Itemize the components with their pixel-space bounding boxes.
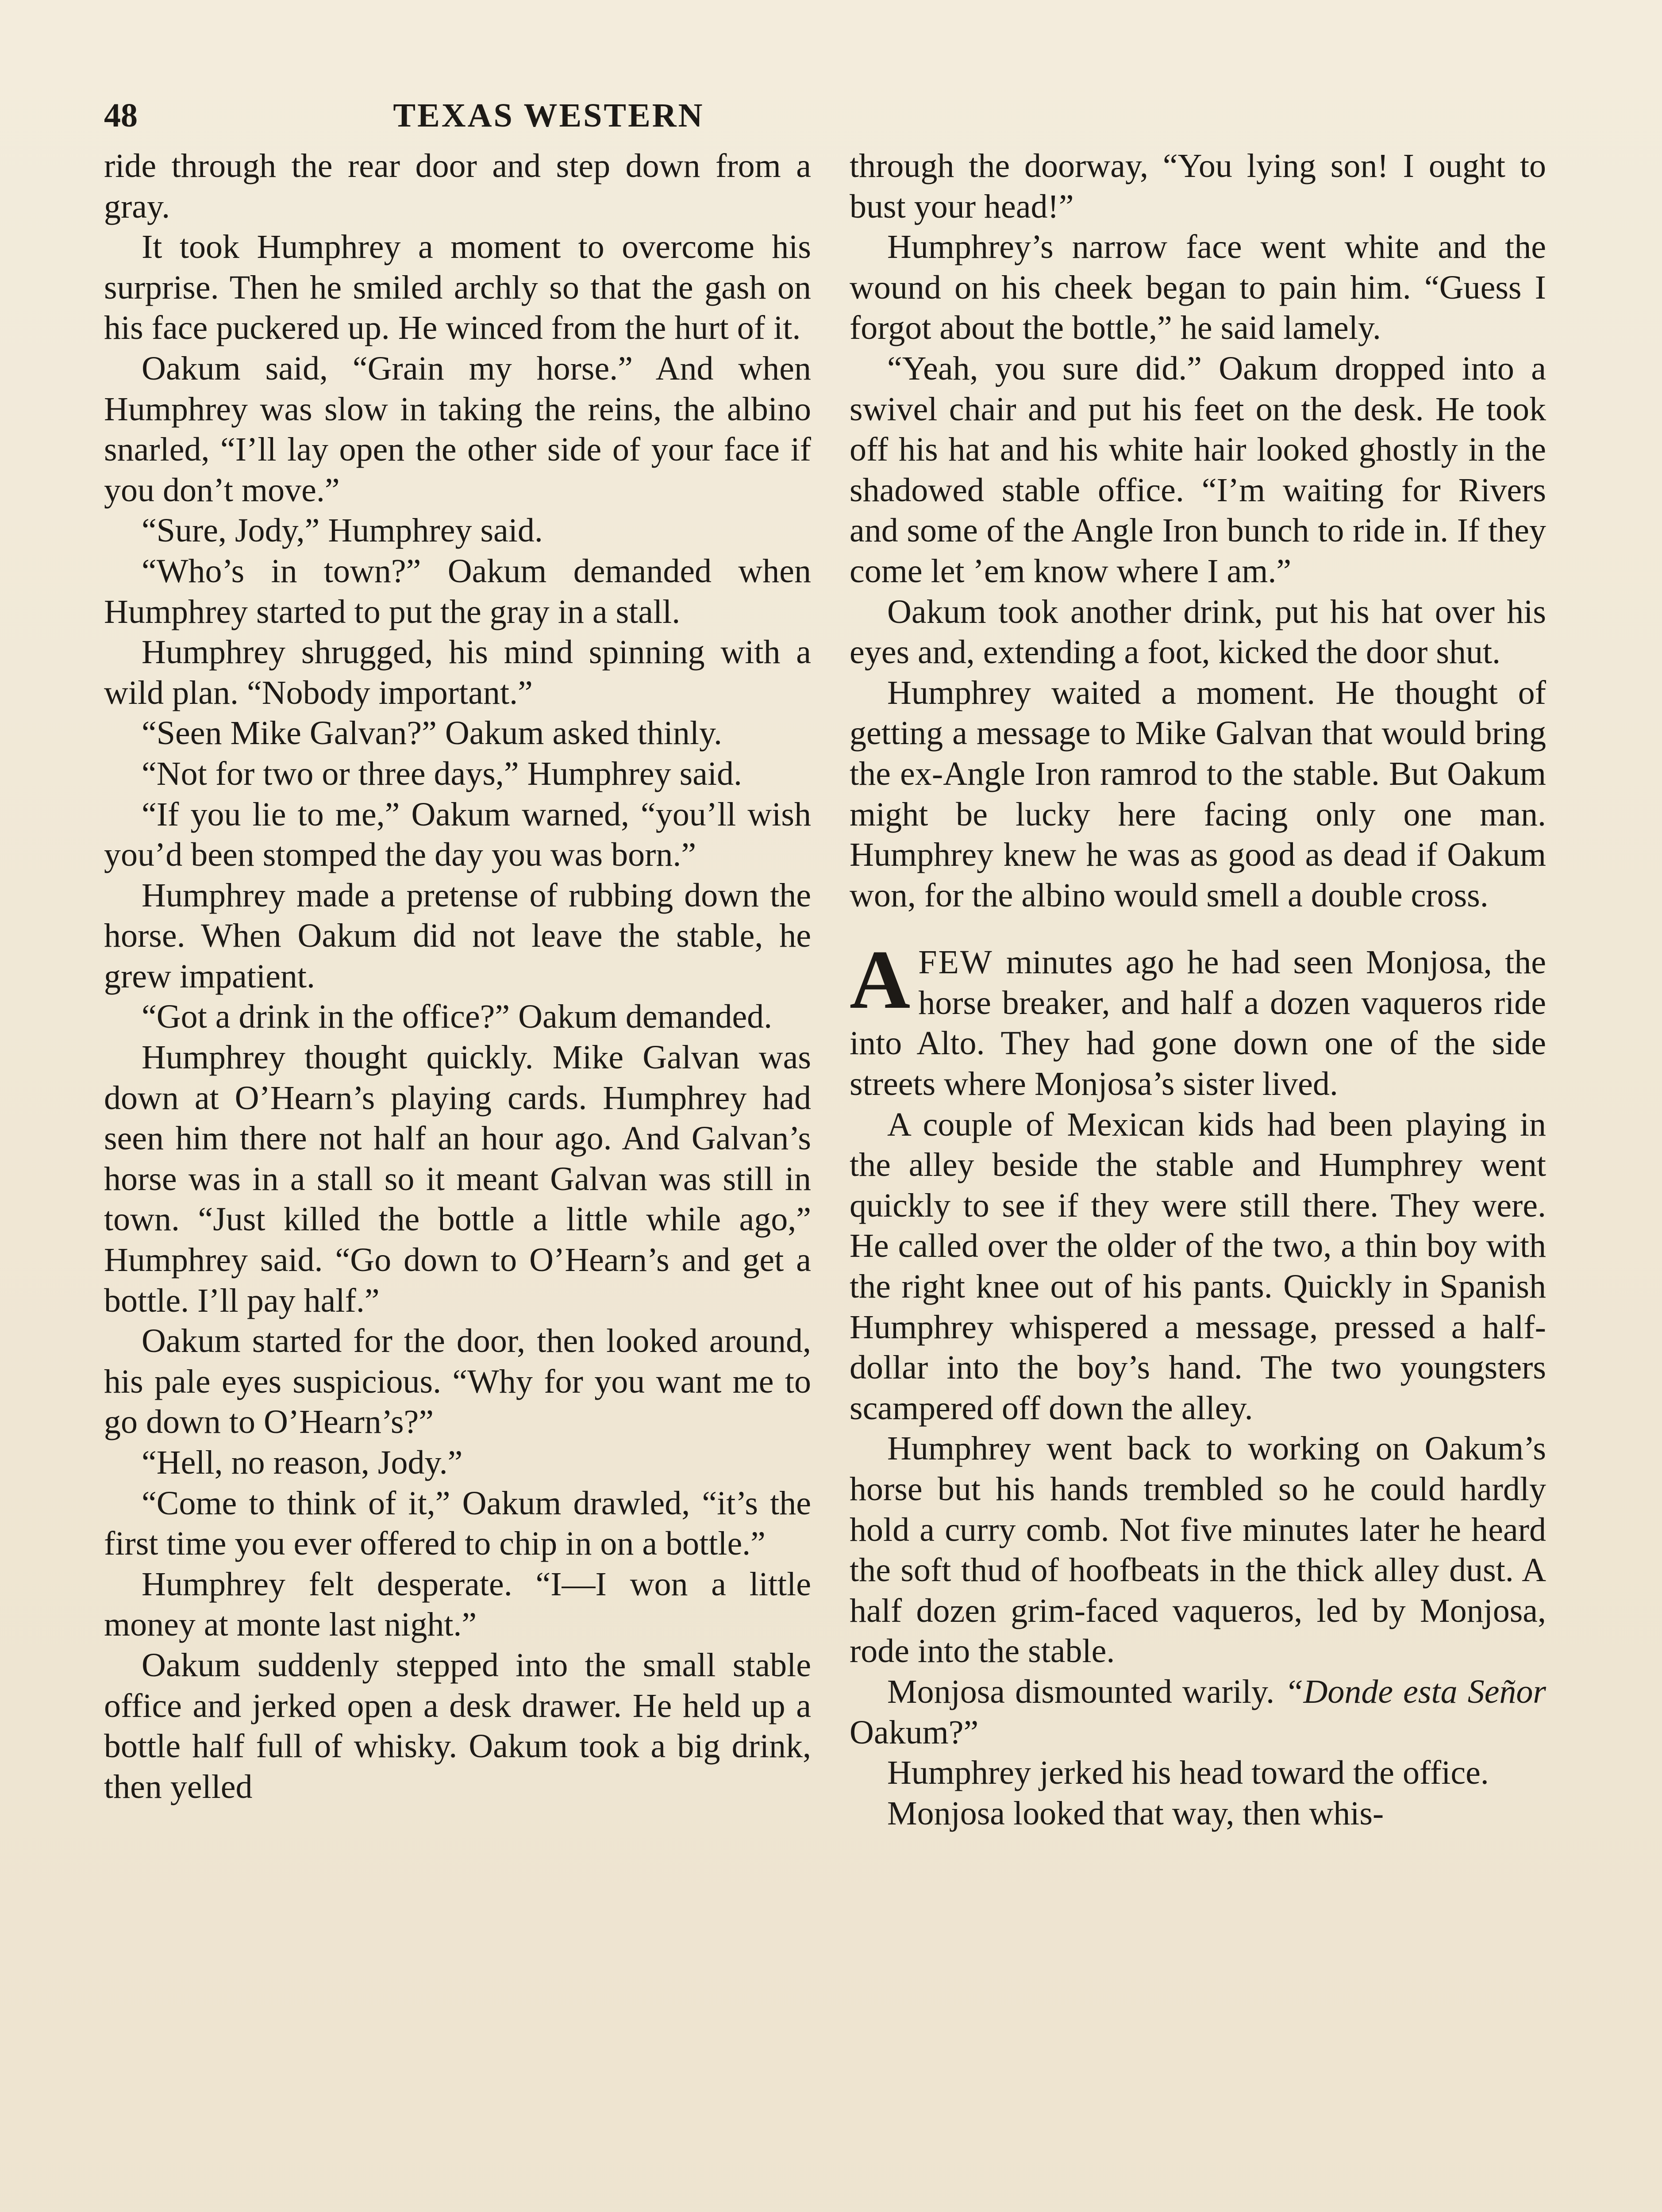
spanish-line-italic: “Donde esta Señor [1285, 1673, 1547, 1710]
paragraph: Humphrey went back to working on Oakum’s horse but his hands trembled so he could hardly hold a curry comb. Not five minutes later he heard the soft thud of hoofbeats in the thick alley dust. A half dozen grim-faced vaqueros, led by Monjosa, rode into the stable. [850, 1430, 1546, 1670]
paragraph: Oakum suddenly stepped into the small stable office and jerked open a desk drawer. He held up a bottle half full of whisky. Oakum took a big drink, then yelled [104, 1646, 811, 1805]
left-column [104, 146, 811, 1807]
dropcap-smallcaps: FEW [918, 944, 993, 981]
right-column-before-break [850, 146, 1546, 916]
paragraph: through the doorway, “You lying son! I ought to bust your head!” [850, 147, 1546, 225]
paragraph: “Come to think of it,” Oakum drawled, “it’s the first time you ever offered to chip in on a bottle.” [104, 1484, 811, 1563]
paragraph: “Got a drink in the office?” Oakum demanded. [142, 998, 773, 1036]
paragraph: It took Humphrey a moment to overcome his surprise. Then he smiled archly so that the gash on his face puckered up. He winced from the hurt of it. [104, 228, 811, 347]
paragraph: “Not for two or three days,” Humphrey said. [142, 755, 743, 792]
paragraph: Oakum said, “Grain my horse.” And when Humphrey was slow in taking the reins, the albino snarled, “I’ll lay open the other side of your face if you don’t move.” [104, 349, 811, 509]
paragraph: Oakum took another drink, put his hat over his eyes and, extending a foot, kicked the door shut. [850, 593, 1546, 671]
paragraph: Oakum started for the door, then looked around, his pale eyes suspicious. “Why for you want me to go down to O’Hearn’s?” [104, 1322, 811, 1441]
spanish-dialogue-paragraph [850, 1672, 1546, 1753]
paragraph: Humphrey waited a moment. He thought of getting a message to Mike Galvan that would bring the ex-Angle Iron ramrod to the stable. But Oakum might be lucky here facing only one man. Humphrey knew he was as good as dead if Oakum won, for the albino would smell a double cross. [850, 674, 1546, 914]
paragraph: “Hell, no reason, Jody.” [142, 1444, 463, 1481]
paragraph: “Yeah, you sure did.” Oakum dropped into a swivel chair and put his feet on the desk. He took off his hat and his white hair looked ghostly in the shadowed stable office. “I’m waiting for Rivers and some of the Angle Iron bunch to ride in. If they come let ’em know where I am.” [850, 349, 1546, 590]
paragraph: “Who’s in town?” Oakum demanded when Humphrey started to put the gray in a stall. [104, 552, 811, 630]
right-column-after-break [850, 1105, 1546, 1672]
right-column-final [850, 1753, 1546, 1834]
page-header [104, 96, 1555, 145]
paragraph: “If you lie to me,” Oakum warned, “you’ll wish you’d been stomped the day you was born.” [104, 795, 811, 874]
paragraph: ride through the rear door and step down from a gray. [104, 147, 811, 225]
page-number: 48 [104, 97, 138, 134]
magazine-title: TEXAS WESTERN [393, 97, 704, 134]
dropcap-paragraph [850, 933, 1546, 1104]
paragraph: A couple of Mexican kids had been playing in the alley beside the stable and Humphrey went quickly to see if they were still there. They were. He called over the older of the two, a thin boy with the right knee out of his pants. Quickly in Spanish Humphrey whispered a message, pressed a half-dollar into the boy’s hand. The two youngsters scampered off down the alley. [850, 1106, 1546, 1427]
spanish-line-pre: Monjosa dismounted warily. [887, 1673, 1285, 1710]
paragraph: Humphrey jerked his head toward the office. [887, 1754, 1489, 1792]
paragraph: Monjosa looked that way, then whis- [887, 1794, 1384, 1832]
dropcap-rest: minutes ago he had seen Monjosa, the horse breaker, and half a dozen vaqueros ride into Alto. They had gone down one of the side streets where Monjosa’s sister lived. [850, 944, 1546, 1103]
paragraph: Humphrey shrugged, his mind spinning with a wild plan. “Nobody important.” [104, 634, 811, 711]
right-column [850, 146, 1546, 1834]
paragraph: Humphrey’s narrow face went white and the wound on his cheek began to pain him. “Guess I forgot about the bottle,” he said lamely. [850, 228, 1546, 347]
paragraph: “Sure, Jody,” Humphrey said. [142, 512, 543, 549]
paragraph: Humphrey made a pretense of rubbing down the horse. When Oakum did not leave the stable, he grew impatient. [104, 876, 811, 995]
dropcap-letter: A [850, 933, 911, 1027]
paragraph: “Seen Mike Galvan?” Oakum asked thinly. [142, 714, 723, 752]
paragraph: Humphrey thought quickly. Mike Galvan was down at O’Hearn’s playing cards. Humphrey had seen him there not half an hour ago. And Galvan’s horse was in a stall so it meant Galvan was still in town. “Just killed the bottle a little while ago,” Humphrey said. “Go down to O’Hearn’s and get a bottle. I’ll pay half.” [104, 1039, 811, 1319]
paragraph: Humphrey felt desperate. “I—I won a little money at monte last night.” [104, 1565, 811, 1644]
spanish-line-post: Oakum?” [850, 1713, 979, 1751]
